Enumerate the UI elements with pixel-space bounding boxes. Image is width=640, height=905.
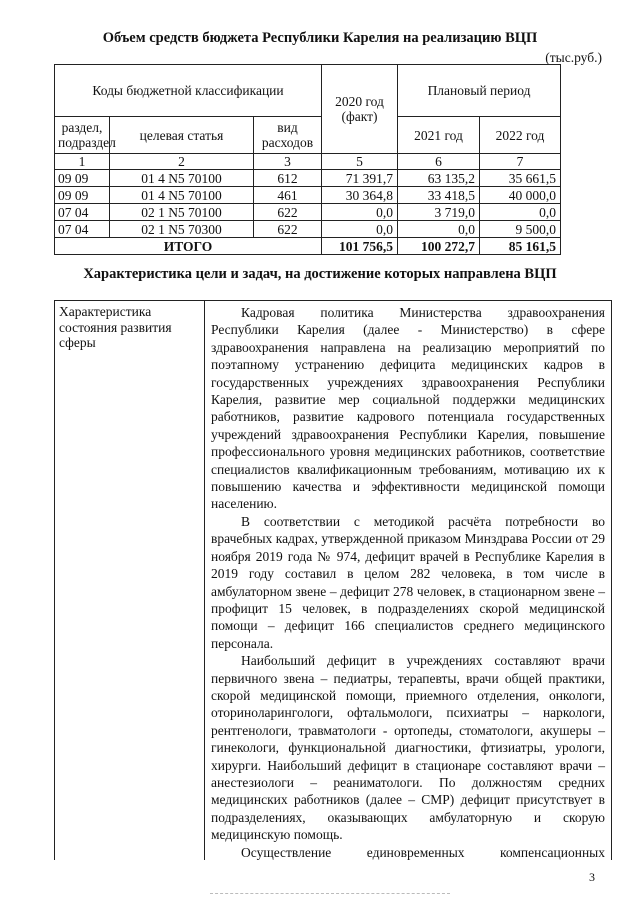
cell-2020: 71 391,7 <box>322 170 398 187</box>
cell-2022: 35 661,5 <box>480 170 561 187</box>
header-type: вид расходов <box>254 117 322 154</box>
column-number: 7 <box>480 154 561 170</box>
cell-target: 01 4 N5 70100 <box>110 187 254 204</box>
cell-type: 461 <box>254 187 322 204</box>
cell-2021: 63 135,2 <box>398 170 480 187</box>
cell-target: 02 1 N5 70300 <box>110 221 254 238</box>
footer-divider <box>210 893 450 895</box>
paragraph: Осуществление единовременных компенсационных <box>241 844 605 860</box>
header-section: раздел, подраздел <box>55 117 110 154</box>
paragraph: В соответствии с методикой расчёта потребности во врачебных кадрах, утвержденной приказом Минздрава России от 29 ноября 2019 года № 974, дефицит врачей в Республике Карелия в 2019 году составил в целом 282 человека, в том числе в амбулаторном звене – дефицит 278 человек, в стационарном звене – профицит 15 человек, в подразделениях скорой медицинской помощи – дефицит 166 специалистов среднего медицинского персонала. <box>211 513 605 651</box>
cell-type: 622 <box>254 221 322 238</box>
cell-type: 622 <box>254 204 322 221</box>
cell-target: 01 4 N5 70100 <box>110 170 254 187</box>
total-label: ИТОГО <box>55 238 322 255</box>
header-2021: 2021 год <box>398 117 480 154</box>
table-row <box>55 204 561 221</box>
cell-target: 02 1 N5 70100 <box>110 204 254 221</box>
total-2021: 100 272,7 <box>398 238 480 255</box>
cell-section: 07 04 <box>55 221 110 238</box>
paragraph: Наибольший дефицит в учреждениях составляют врачи первичного звена – педиатры, терапевты, врачи общей практики, скорой медицинской помощи, приемного отделения, онкологи, оториноларингологи, офтальмологи, психиатры – наркологи, рентгенологи, травматологи - ортопеды, стоматологи, акушеры – гинекологи, функциональной диагностики, фтизиатры, урологи, хирурги. Наибольший дефицит в стационаре составляют врачи – анестезиологи – реаниматологи. По должностям средних медицинских работников (далее – СМР) дефицит присутствует в подразделениях, оказывающих амбулаторную и скорую медицинскую помощь. <box>211 653 605 843</box>
goals-title: Характеристика цели и задач, на достижение которых направлена ВЦП <box>83 266 557 282</box>
header-planning-period: Плановый период <box>398 65 561 117</box>
header-2020: 2020 год (факт) <box>322 65 398 154</box>
characteristics-table <box>54 300 612 860</box>
header-2022: 2022 год <box>480 117 561 154</box>
cell-2021: 3 719,0 <box>398 204 480 221</box>
characteristics-text <box>205 301 611 860</box>
column-number: 2 <box>110 154 254 170</box>
cell-2021: 0,0 <box>398 221 480 238</box>
cell-2020: 0,0 <box>322 204 398 221</box>
total-row <box>55 238 561 255</box>
cell-type: 612 <box>254 170 322 187</box>
column-number: 1 <box>55 154 110 170</box>
column-number: 5 <box>322 154 398 170</box>
total-2020: 101 756,5 <box>322 238 398 255</box>
column-number: 3 <box>254 154 322 170</box>
column-number: 6 <box>398 154 480 170</box>
total-2022: 85 161,5 <box>480 238 561 255</box>
cell-section: 09 09 <box>55 170 110 187</box>
cell-2020: 0,0 <box>322 221 398 238</box>
budget-title: Объем средств бюджета Республики Карелия на реализацию ВЦП <box>102 30 538 46</box>
cell-2022: 9 500,0 <box>480 221 561 238</box>
budget-table <box>54 64 561 255</box>
unit-label: (тыс.руб.) <box>545 50 602 65</box>
cell-2020: 30 364,8 <box>322 187 398 204</box>
header-codes: Коды бюджетной классификации <box>55 65 322 117</box>
table-row <box>55 221 561 238</box>
cell-2021: 33 418,5 <box>398 187 480 204</box>
cell-2022: 40 000,0 <box>480 187 561 204</box>
cell-2022: 0,0 <box>480 204 561 221</box>
cell-section: 09 09 <box>55 187 110 204</box>
header-target: целевая статья <box>110 117 254 154</box>
table-row <box>55 170 561 187</box>
cell-section: 07 04 <box>55 204 110 221</box>
table-row <box>55 187 561 204</box>
characteristics-label: Характеристика состояния развития сферы <box>55 301 205 860</box>
page-number: 3 <box>589 870 595 884</box>
paragraph: Кадровая политика Министерства здравоохранения Республики Карелия (далее - Министерство) в сфере здравоохранения направлена на реализацию мероприятий по поэтапному устранению дефицита медицинских кадров в государственных учреждениях здравоохранения Республики Карелия, развитие мер социальной поддержки медицинских работников, развитие кадрового потенциала государственных учреждений здравоохранения Республики Карелия, повышение профессионального уровня медицинских работников, соответствие специалистов квалификационным требованиям, мотивацию их к повышению качества и эффективности медицинской помощи населению. <box>211 305 605 512</box>
